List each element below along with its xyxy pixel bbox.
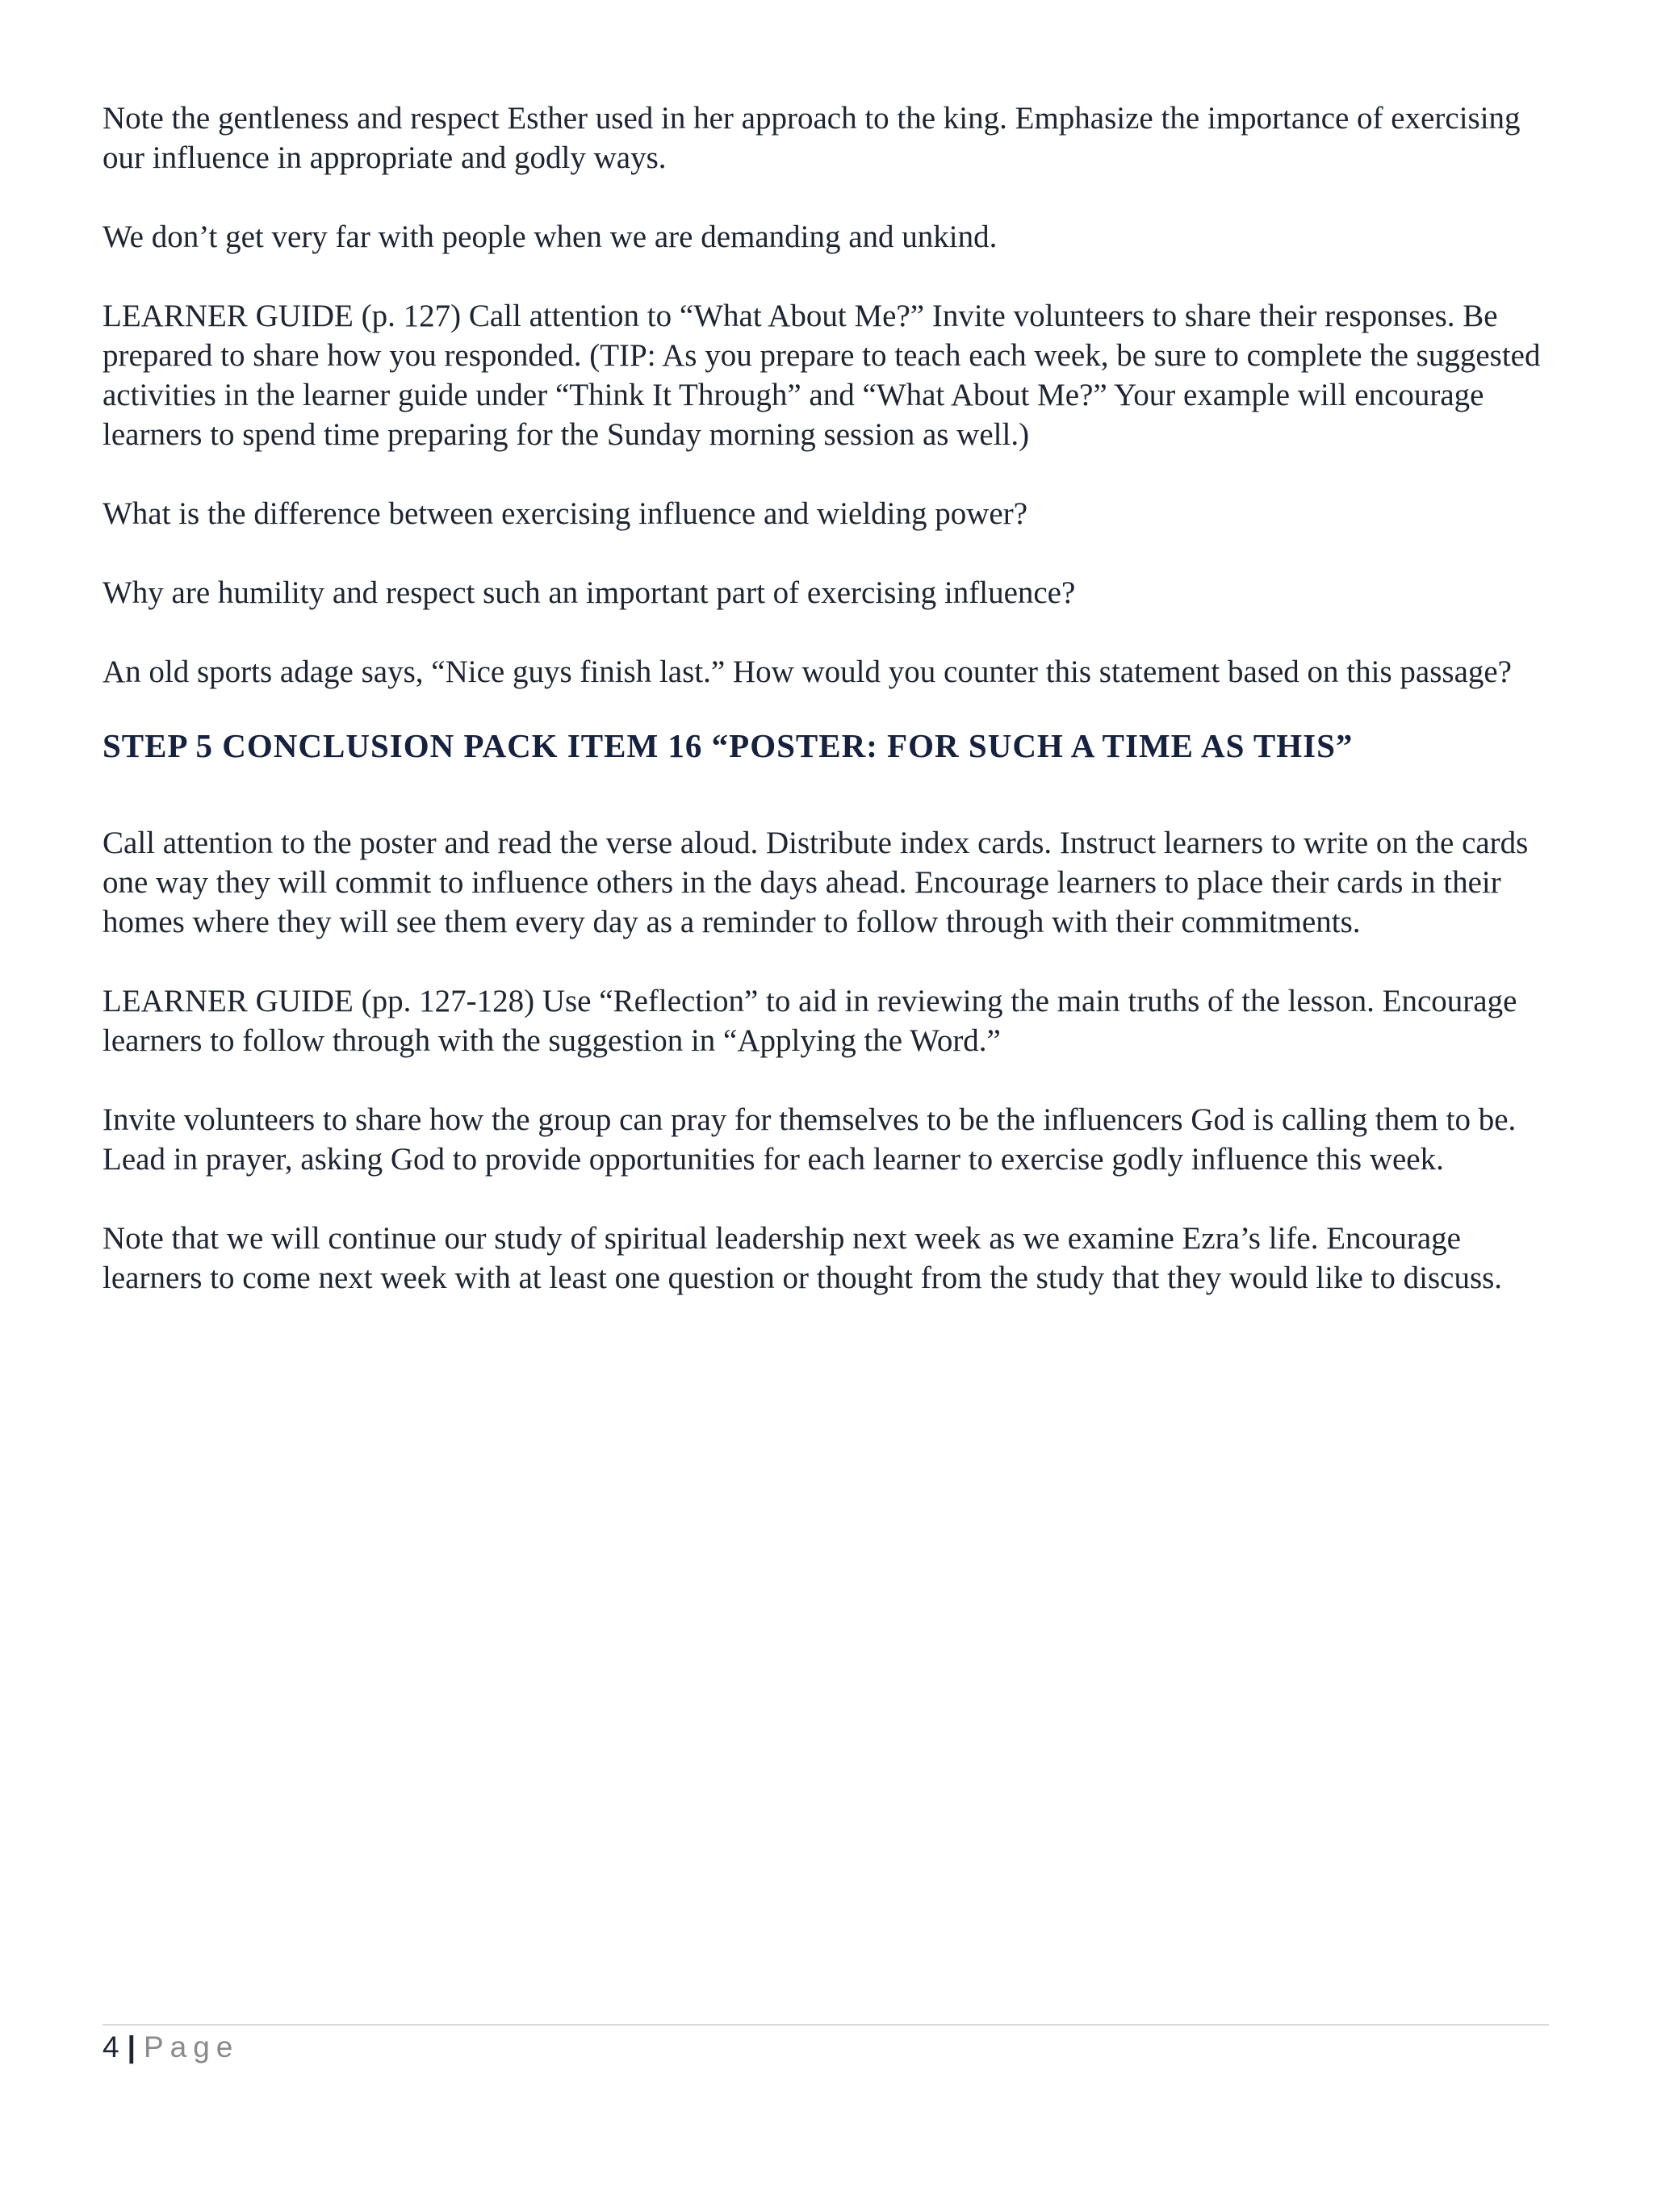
paragraph-next-week: Note that we will continue our study of spiritual leadership next week as we examine Ezra’s life. Encourage learners to come next week with at least one question or thought from the study that they would like to discuss. [103,1221,1503,1295]
paragraph-prayer: Invite volunteers to share how the group can pray for themselves to be the influencers God is calling them to be. Lead in prayer, asking God to provide opportunities for each learner to exercise godly influence this week. [103,1102,1517,1177]
page-footer [103,2028,239,2067]
paragraph-learner-guide-127-128: LEARNER GUIDE (pp. 127-128) Use “Reflection” to aid in reviewing the main truths of the lesson. Encourage learners to follow through with the suggestion in “Applying the Word.” [103,984,1517,1058]
footer-separator: | [127,2030,136,2064]
page-number: 4 [103,2030,119,2064]
question-nice-guys: An old sports adage says, “Nice guys finish last.” How would you counter this statement based on this passage? [103,654,1512,689]
paragraph-demanding-unkind: We don’t get very far with people when we are demanding and unkind. [103,220,998,254]
paragraph-poster-index-cards: Call attention to the poster and read the verse aloud. Distribute index cards. Instruct learners to write on the cards one way they will commit to influence others in the days ahead. Encourage learners to place their cards in their homes where they will see them every day as a reminder to follow through with their commitments. [103,826,1529,939]
paragraph-esther-approach: Note the gentleness and respect Esther used in her approach to the king. Emphasize the importance of exercising our influence in appropriate and godly ways. [103,101,1521,175]
footer-divider [103,2024,1549,2026]
question-influence-vs-power: What is the difference between exercising influence and wielding power? [103,496,1028,531]
paragraph-learner-guide-127: LEARNER GUIDE (p. 127) Call attention to “What About Me?” Invite volunteers to share their responses. Be prepared to share how you responded. (TIP: As you prepare to teach each week, be sure to complete the suggested activities in the learner guide under “Think It Through” and “What About Me?” Your example will encourage learners to spend time preparing for the Sunday morning session as well.) [103,299,1541,452]
page-label: Page [143,2030,240,2064]
page-content [103,98,1555,1337]
section-heading-step-5: STEP 5 CONCLUSION PACK ITEM 16 “POSTER: FOR SUCH A TIME AS THIS” [103,727,1354,764]
question-humility-respect: Why are humility and respect such an important part of exercising influence? [103,575,1076,610]
